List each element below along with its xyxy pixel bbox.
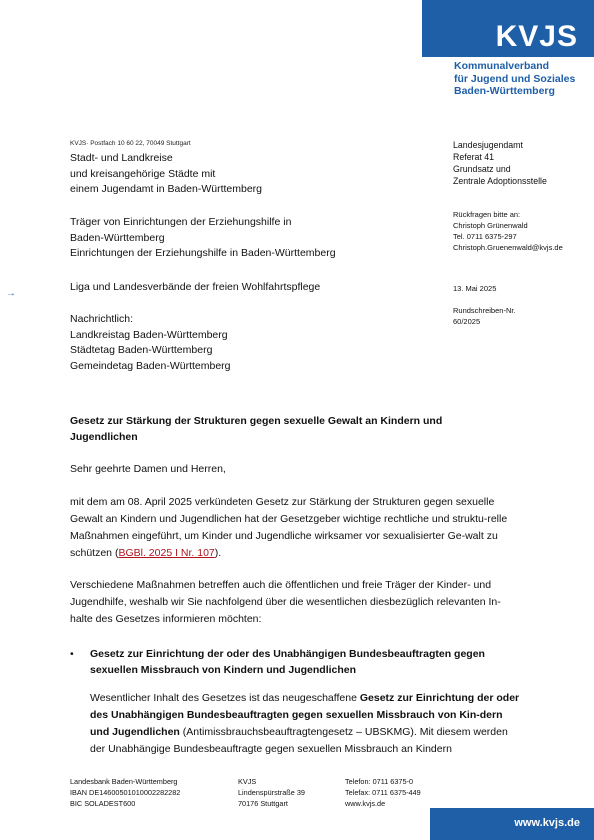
body-text: Wesentlicher Inhalt des Gesetzes ist das neugeschaffene — [90, 692, 360, 704]
org-line: für Jugend und Soziales — [454, 72, 576, 85]
department-info — [453, 139, 547, 187]
address-line: Träger von Einrichtungen der Erziehungshilfe in — [70, 216, 292, 228]
dept-line: Referat 41 — [453, 152, 495, 162]
kvjs-logo — [422, 0, 594, 57]
body-text: (Antimissbrauchsbeauftragtengesetz – UBSKMG). Mit diesem werden der Unabhängige Bundesbeauftragte gegen sexuellen Missbrauch an Kindern — [90, 726, 508, 755]
recipient-group-3 — [70, 280, 320, 296]
footer-line: Landesbank Baden-Württemberg — [70, 777, 178, 786]
contact-line: Christoph.Gruenenwald@kvjs.de — [453, 243, 563, 252]
address-line: Gemeindetag Baden-Württemberg — [70, 359, 231, 372]
body-bold-text: Gesetz zur Einrichtung der oder des Unabhängigen Bundesbeauftragten gegen sexuellen Missbrauch von Kin-dern und Jugendlichen — [90, 692, 520, 738]
bullet-heading: Gesetz zur Einrichtung der oder des Unabhängigen Bundesbeauftragten gegen sexuellen Missbrauch von Kindern und Jugendlichen — [90, 648, 485, 676]
recipient-group-2 — [70, 215, 336, 262]
footer-line: Telefax: 0711 6375-449 — [345, 788, 421, 797]
contact-info — [453, 209, 563, 253]
circular-line: Rundschreiben-Nr. — [453, 306, 516, 315]
footer-line[interactable]: www.kvjs.de — [345, 799, 386, 808]
footer-line: 70176 Stuttgart — [238, 799, 288, 808]
para-text: ). — [214, 547, 222, 559]
footer-address — [238, 776, 305, 809]
org-line: Baden-Württemberg — [454, 85, 555, 97]
footer-line: Lindenspürstraße 39 — [238, 788, 305, 797]
sender-line: KVJS· Postfach 10 60 22, 70049 Stuttgart — [70, 140, 191, 147]
address-line: Stadt- und Landkreise — [70, 152, 173, 164]
circular-number — [453, 305, 516, 327]
org-line: Kommunalverband — [454, 60, 550, 72]
second-paragraph: Verschiedene Maßnahmen betreffen auch die öffentlichen und freie Träger der Kinder- und Jugendhilfe, weshalb wir Sie nachfolgend über die wesentlichen diesbezüglich relevanten In-halte des Gesetzes informieren möchten: — [70, 579, 501, 625]
address-line: Baden-Württemberg — [70, 231, 165, 244]
contact-line: Tel. 0711 6375-297 — [453, 232, 517, 241]
website-link[interactable]: www.kvjs.de — [514, 817, 580, 829]
address-line: Städtetag Baden-Württemberg — [70, 344, 213, 356]
bullet-icon: • — [70, 648, 74, 660]
address-line: Landkreistag Baden-Württemberg — [70, 328, 228, 341]
dept-line: Grundsatz und — [453, 164, 511, 174]
letter-date: 13. Mai 2025 — [453, 284, 497, 293]
bullet-body — [90, 690, 522, 758]
contact-line: Rückfragen bitte an: — [453, 210, 521, 219]
recipient-group-4 — [70, 312, 231, 374]
address-line: Nachrichtlich: — [70, 313, 134, 325]
address-line: Liga und Landesverbände der freien Wohlfahrtspflege — [70, 281, 321, 293]
footer-contact — [345, 776, 421, 809]
org-name — [454, 60, 575, 98]
contact-line: Christoph Grünenwald — [453, 221, 528, 230]
recipient-group-1 — [70, 151, 262, 198]
footer-line: BIC SOLADEST600 — [70, 799, 136, 808]
footer-bank — [70, 776, 180, 809]
circular-line: 60/2025 — [453, 317, 481, 326]
footer-line: KVJS — [238, 777, 257, 786]
law-gazette-link[interactable]: BGBl. 2025 I Nr. 107 — [118, 547, 215, 559]
intro-paragraph — [70, 494, 520, 562]
arrow-icon: → — [6, 288, 16, 299]
dept-line: Landesjugendamt — [453, 140, 523, 150]
footer-website-bar — [430, 808, 594, 840]
footer-line: IBAN DE14600501010002282282 — [70, 788, 181, 797]
para-text: mit dem am 08. April 2025 verkündeten Gesetz zur Stärkung der Strukturen gegen sexuelle Gewalt an Kindern und Jugendlichen hat der Gesetzgeber wichtige rechtliche und struktu-relle Maßnahmen eingeführt, um Kinder und Jugendliche wirksamer vor sexualisierter Ge-walt zu schützen ( — [70, 496, 508, 559]
logo-text: KVJS — [495, 20, 578, 53]
address-line: und kreisangehörige Städte mit — [70, 167, 216, 180]
footer-line: Telefon: 0711 6375-0 — [345, 777, 414, 786]
address-line: Einrichtungen der Erziehungshilfe in Baden-Württemberg — [70, 247, 336, 259]
salutation: Sehr geehrte Damen und Herren, — [70, 463, 226, 475]
dept-line: Zentrale Adoptionsstelle — [453, 176, 547, 186]
subject-heading: Gesetz zur Stärkung der Strukturen gegen sexuelle Gewalt an Kindern und Jugendlichen — [70, 415, 443, 443]
address-line: einem Jugendamt in Baden-Württemberg — [70, 183, 263, 195]
